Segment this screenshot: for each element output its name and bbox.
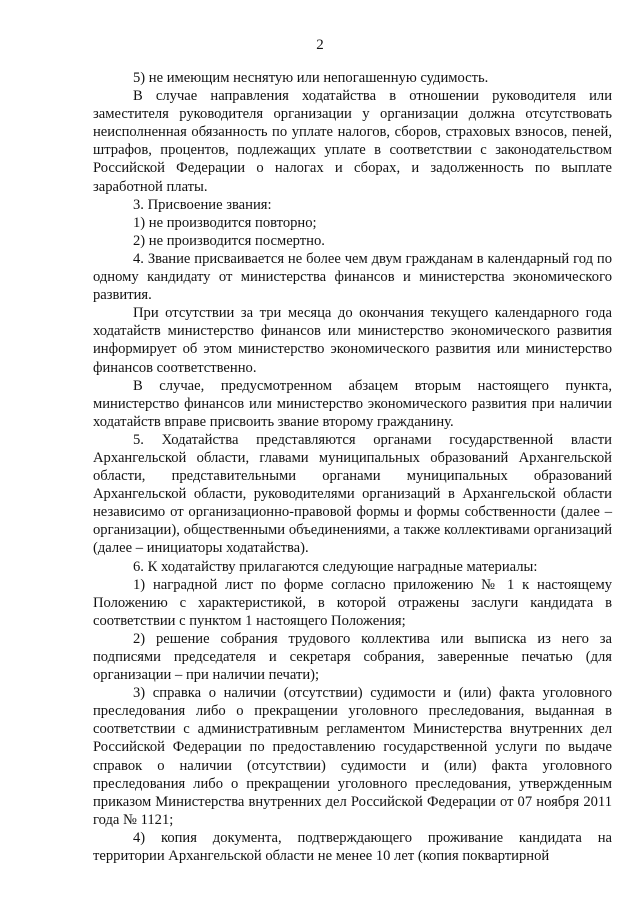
- paragraph-section-4-second-citizen: В случае, предусмотренном абзацем вторым настоящего пункта, министерство финансов или министерство экономического развития при наличии ходатайств вправе присвоить звание второму гражданину.: [93, 377, 612, 430]
- paragraph-criterion-5: 5) не имеющим неснятую или непогашенную судимость.: [133, 70, 489, 86]
- paragraph-section-3-item-1: 1) не производится повторно;: [133, 214, 317, 231]
- paragraph-section-6-item-4: 4) копия документа, подтверждающего проживание кандидата на территории Архангельской области не менее 10 лет (копия поквартирной: [93, 829, 612, 865]
- paragraph-section-3-item-2: 2) не производится посмертно.: [133, 232, 325, 249]
- paragraph-section-6-item-2: 2) решение собрания трудового коллектива или выписка из него за подписями председателя и секретаря собрания, заверенные печатью (для организации – при наличии печати);: [93, 630, 612, 684]
- paragraph-section-4: 4. Звание присваивается не более чем двум гражданам в календарный год по одному кандидату от министерства финансов и министерства экономического развития.: [93, 250, 612, 304]
- paragraph-section-5: 5. Ходатайства представляются органами государственной власти Архангельской области, главами муниципальных образований Архангельской области, представительными органами муниципальных образований Архангельской области, руководителями организаций в Архангельской области независимо от организационно-правовой формы и формы собственности (далее – организации), общественными объединениями, а также коллективами организаций (далее – инициаторы ходатайства).: [93, 431, 612, 557]
- paragraph-manager-tax-obligations: В случае направления ходатайства в отношении руководителя или заместителя руководителя организации у организации должна отсутствовать неисполненная обязанность по уплате налогов, сборов, страховых взносов, пеней, штрафов, процентов, подлежащих уплате в соответствии с законодательством Российской Федерации о налогах и сборах, и задолженность по выплате заработной платы.: [93, 88, 612, 195]
- paragraph-section-6-heading: 6. К ходатайству прилагаются следующие наградные материалы:: [133, 558, 538, 575]
- page-number: 2: [316, 37, 324, 53]
- paragraph-section-6-item-1: 1) наградной лист по форме согласно приложению № 1 к настоящему Положению с характеристикой, в которой отражены заслуги кандидата в соответствии с пунктом 1 настоящего Положения;: [93, 576, 612, 629]
- paragraph-section-4-absence: При отсутствии за три месяца до окончания текущего календарного года ходатайств министерство финансов или министерство экономического развития информирует об этом министерство экономического развития или министерство финансов соответственно.: [93, 305, 612, 376]
- document-body: [93, 69, 612, 865]
- paragraph-section-6-item-3: 3) справка о наличии (отсутствии) судимости и (или) факта уголовного преследования либо о прекращении уголовного преследования, выданная в соответствии с административным регламентом Министерства внутренних дел Российской Федерации по предоставлению государственной услуги по выдаче справок о наличии (отсутствии) судимости и (или) факта уголовного преследования либо о прекращении уголовного преследования, утвержденным приказом Министерства внутренних дел Российской Федерации от 07 ноября 2011 года № 1121;: [93, 685, 612, 828]
- paragraph-section-3-heading: 3. Присвоение звания:: [133, 196, 272, 213]
